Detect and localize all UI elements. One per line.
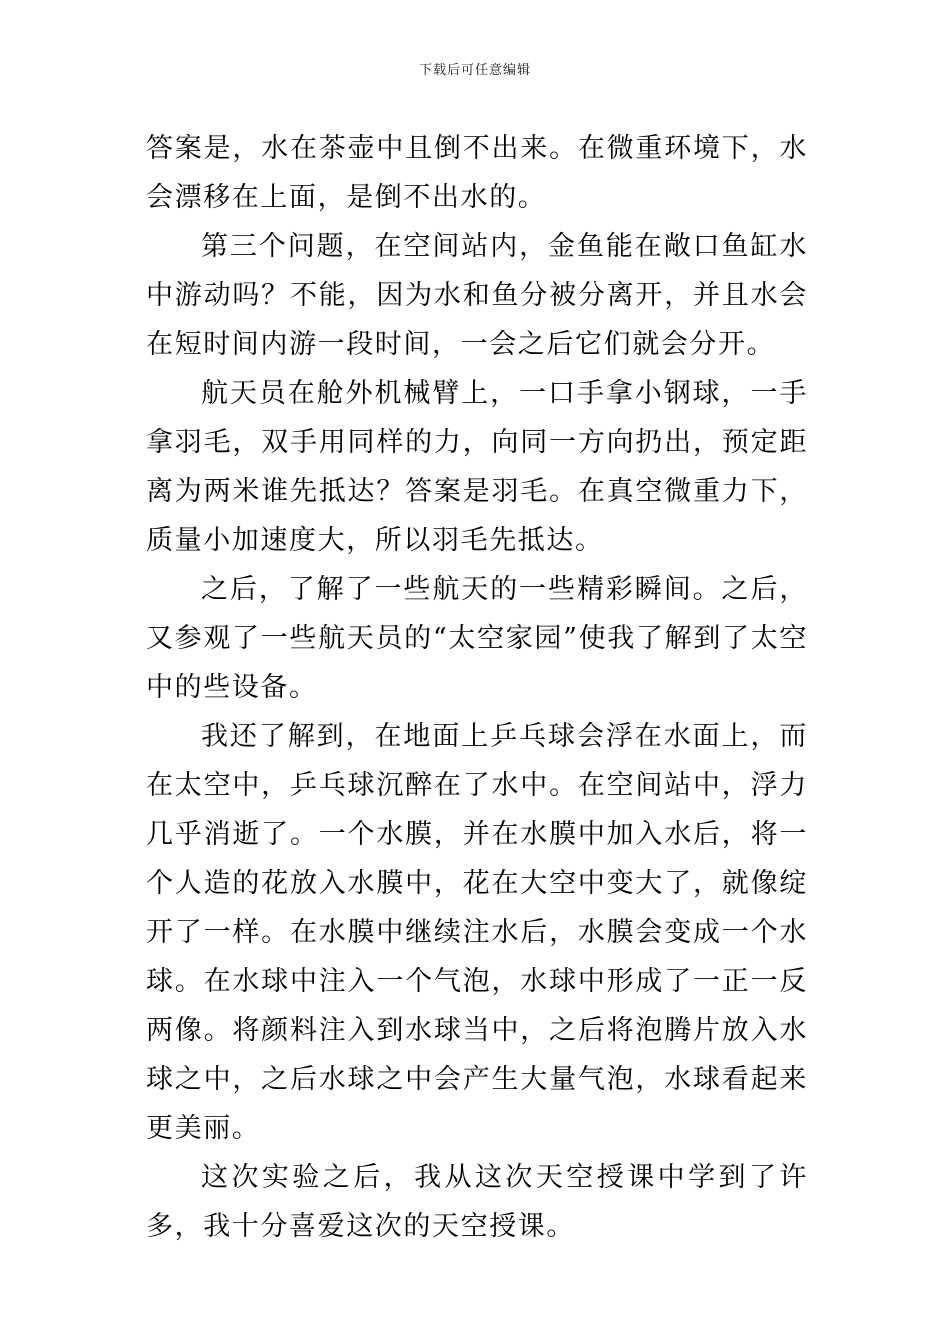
paragraph: 这次实验之后，我从这次天空授课中学到了许多，我十分喜爱这次的天空授课。	[146, 1162, 808, 1242]
page-header: 下载后可任意编辑	[418, 63, 531, 78]
paragraph: 答案是，水在茶壶中且倒不出来。在微重环境下，水会漂移在上面，是倒不出水的。	[146, 133, 808, 213]
paragraph: 第三个问题，在空间站内，金鱼能在敞口鱼缸水中游动吗？不能，因为水和鱼分被分离开，并且水会在短时间内游一段时间，一会之后它们就会分开。	[146, 231, 808, 360]
paragraph: 航天员在舱外机械臂上，一口手拿小钢球，一手拿羽毛，双手用同样的力，向同一方向扔出，预定距离为两米谁先抵达？答案是羽毛。在真空微重力下，质量小加速度大，所以羽毛先抵达。	[146, 378, 808, 556]
body-text	[146, 124, 808, 1251]
paragraph: 我还了解到，在地面上乒乓球会浮在水面上，而在太空中，乒乓球沉醉在了水中。在空间站中，浮力几乎消逝了。一个水膜，并在水膜中加入水后，将一个人造的花放入水膜中，花在大空中变大了，就像绽开了一样。在水膜中继续注水后，水膜会变成一个水球。在水球中注入一个气泡，水球中形成了一正一反两像。将颜料注入到水球当中，之后将泡腾片放入水球之中，之后水球之中会产生大量气泡，水球看起来更美丽。	[146, 721, 808, 1144]
paragraph: 之后，了解了一些航天的一些精彩瞬间。之后，又参观了一些航天员的“太空家园”使我了解到了太空中的些设备。	[146, 574, 808, 703]
